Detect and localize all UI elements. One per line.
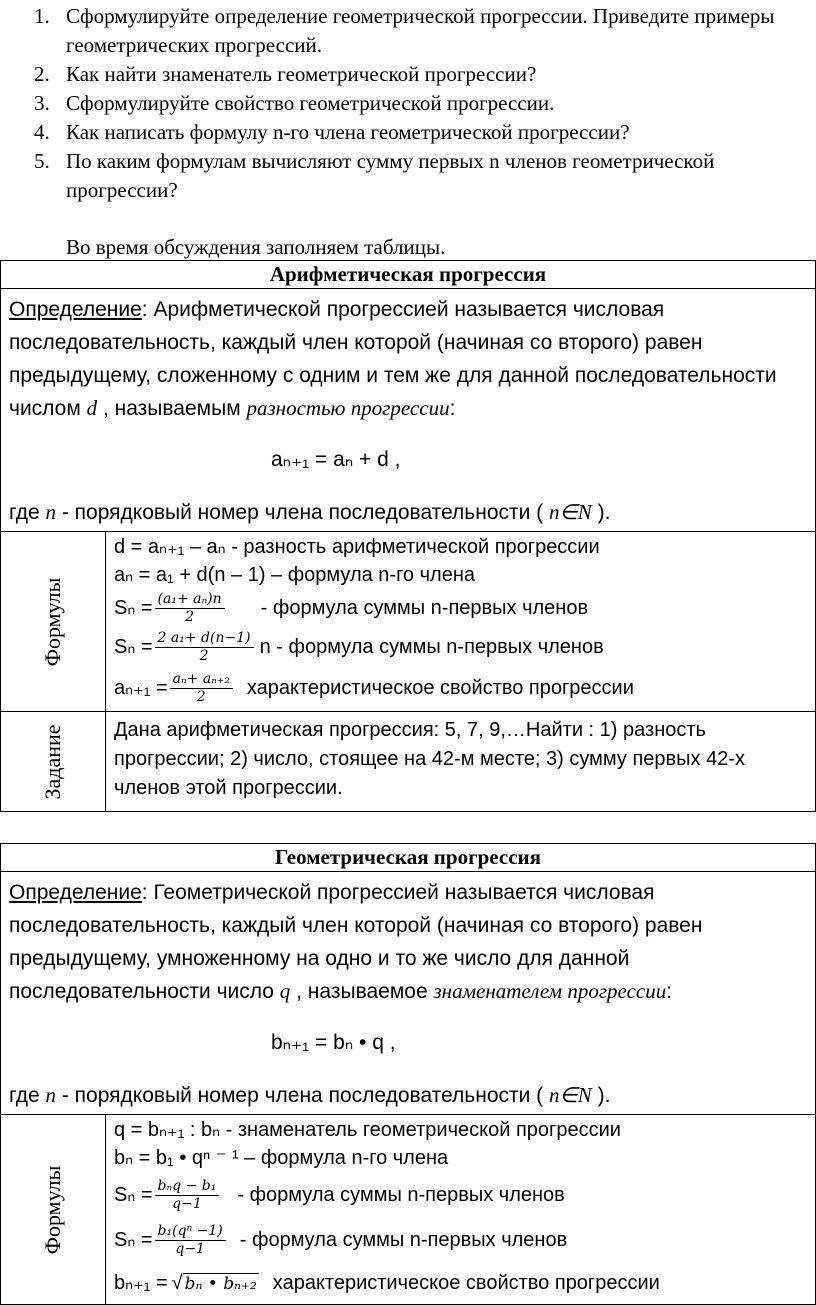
question-item (14, 147, 814, 205)
geom-def-var: q (279, 979, 291, 1003)
arith-def-label: Определение (9, 298, 142, 321)
arith-sum1-lhs: Sₙ = (114, 597, 153, 619)
question-item (14, 60, 814, 89)
geom-formula-ratio: q = bₙ₊₁ : bₙ - знаменатель геометрической прогрессии (114, 1119, 621, 1141)
question-number: 2. (34, 62, 50, 86)
geom-main-formula: bₙ₊₁ = bₙ • q , (271, 1031, 396, 1054)
geom-where-n: n (45, 1083, 56, 1107)
geom-sum2-text: - формула суммы n-первых членов (239, 1229, 568, 1251)
geom-sum2-fraction (155, 1223, 226, 1258)
arith-prop-fraction (170, 671, 233, 706)
geom-formula-sum2 (114, 1217, 815, 1263)
arith-definition (1, 289, 816, 532)
geom-sum2-denominator: q−1 (175, 1240, 205, 1257)
geom-formula-nth: bₙ = b₁ • qⁿ ⁻ ¹ – формула n-го члена (114, 1147, 449, 1169)
question-item (14, 89, 814, 118)
arith-table (0, 260, 816, 812)
sqrt-icon: √ (171, 1272, 183, 1294)
question-number: 4. (34, 120, 50, 144)
arith-where-set: n∈N (549, 500, 592, 524)
intro-text: Во время обсуждения заполняем таблицы. (66, 235, 446, 259)
arith-task-label: Задание (40, 723, 65, 800)
question-text: По каким формулам вычисляют сумму первых n членов геометрической прогрессии? (66, 149, 715, 202)
arith-sum2-fraction (155, 630, 254, 665)
question-item (14, 2, 814, 60)
arith-def-paragraph (9, 293, 809, 425)
arith-formula-diff: d = aₙ₊₁ – aₙ - разность арифметической прогрессии (114, 536, 600, 558)
geom-def-label: Определение (9, 881, 142, 904)
question-text: Сформулируйте определение геометрической прогрессии. Приведите примеры геометрических прогрессий. (66, 4, 775, 57)
arith-prop-text: характеристическое свойство прогрессии (246, 677, 634, 699)
arith-title: Арифметическая прогрессия (1, 261, 816, 289)
arith-def-var: d (86, 396, 98, 420)
geom-where-text-2: - порядковый номер члена последовательности ( (55, 1084, 550, 1107)
arith-where (9, 496, 809, 529)
geom-def-paragraph (9, 876, 809, 1008)
arith-sum1-numerator: (a₁+ aₙ)n (155, 591, 225, 609)
arith-def-text-2: , называемым (97, 397, 247, 420)
arith-sum1-denominator: 2 (185, 608, 195, 625)
geom-sum2-lhs: Sₙ = (114, 1229, 153, 1251)
arith-sum1-fraction (155, 591, 225, 626)
geom-sum1-denominator: q−1 (172, 1195, 202, 1212)
arith-where-text-2: - порядковый номер члена последовательности ( (55, 501, 550, 524)
arith-formulas-side (1, 532, 106, 712)
geom-sum1-numerator: bₙq − b₁ (155, 1178, 220, 1196)
arith-def-term: разностью прогрессии (246, 396, 450, 420)
arith-prop-denominator: 2 (196, 688, 206, 705)
arith-prop-lhs: aₙ₊₁ = (114, 677, 168, 699)
geom-title: Геометрическая прогрессия (1, 844, 816, 872)
geom-prop-lhs: bₙ₊₁ = (114, 1272, 168, 1294)
geom-def-end: : (666, 980, 673, 1003)
question-text: Как написать формулу n-го члена геометрической прогрессии? (66, 120, 630, 144)
arith-formulas-label: Формулы (40, 577, 65, 666)
arith-formula-nth: aₙ = a₁ + d(n – 1) – формула n-го члена (114, 564, 475, 586)
geom-formulas (106, 1115, 816, 1305)
geom-prop-text: характеристическое свойство прогрессии (272, 1272, 660, 1294)
arith-sum2-lhs: Sₙ = (114, 636, 153, 658)
arith-where-text: где (9, 501, 46, 524)
arith-formula-sum2 (114, 626, 815, 668)
question-item (14, 118, 814, 147)
question-number: 1. (34, 4, 50, 28)
questions-list (14, 2, 814, 205)
arith-def-end: : (449, 397, 456, 420)
arith-sum2-text: n - формула суммы n-первых членов (259, 636, 604, 658)
arith-formulas (106, 532, 816, 712)
geom-def-text-2: , называемое (290, 980, 434, 1003)
geom-sum1-text: - формула суммы n-первых членов (237, 1184, 565, 1206)
arith-sum2-numerator: 2 a₁+ d(n−1) (155, 630, 254, 648)
arith-prop-numerator: aₙ+ aₙ₊₂ (170, 671, 233, 689)
arith-sum2-denominator: 2 (199, 647, 209, 664)
geom-sum1-lhs: Sₙ = (114, 1184, 153, 1206)
geom-sum1-fraction (155, 1178, 220, 1213)
geom-formulas-side (1, 1115, 106, 1305)
geom-table (0, 843, 816, 1305)
question-text: Как найти знаменатель геометрической прогрессии? (66, 62, 537, 86)
arith-main-formula: aₙ₊₁ = aₙ + d , (271, 448, 401, 471)
geom-formulas-label: Формулы (40, 1165, 65, 1254)
geom-where-set: n∈N (549, 1083, 592, 1107)
arith-task-side (1, 712, 106, 812)
arith-def-text: : Арифметической прогрессией называется числовая последовательность, каждый член которой (начиная со второго) равен предыдущему, сложенному с одним и тем же для данной последовательности числом (9, 298, 777, 420)
arith-where-n: n (45, 500, 56, 524)
geom-where (9, 1079, 809, 1112)
question-number: 3. (34, 91, 50, 115)
arith-formula-sum1 (114, 590, 815, 626)
geom-def-text: : Геометрической прогрессией называется числовая последовательность, каждый член которой (начиная со второго) равен предыдущему, умноженному на одно и то же число для данной последовательности число (9, 881, 703, 1003)
arith-task-text: Дана арифметическая прогрессия: 5, 7, 9,…Найти : 1) разность прогрессии; 2) число, стоящее на 42-м месте; 3) сумму первых 42-х членов этой прогрессии. (106, 712, 816, 812)
arith-where-end: ). (591, 501, 611, 524)
geom-where-end: ). (591, 1084, 611, 1107)
geom-formula-property (114, 1263, 815, 1303)
geom-formula-sum1 (114, 1173, 815, 1217)
geom-sum2-numerator: b₁(qⁿ −1) (155, 1223, 226, 1241)
arith-formula-property (114, 668, 815, 708)
geom-def-term: знаменателем прогрессии (433, 979, 667, 1003)
geom-prop-radicand: bₙ • bₙ₊₂ (184, 1273, 257, 1294)
arith-sum1-text: - формула суммы n-первых членов (260, 597, 589, 619)
question-number: 5. (34, 149, 50, 173)
geom-where-text: где (9, 1084, 46, 1107)
question-text: Сформулируйте свойство геометрической прогрессии. (66, 91, 555, 115)
geom-definition (1, 872, 816, 1115)
